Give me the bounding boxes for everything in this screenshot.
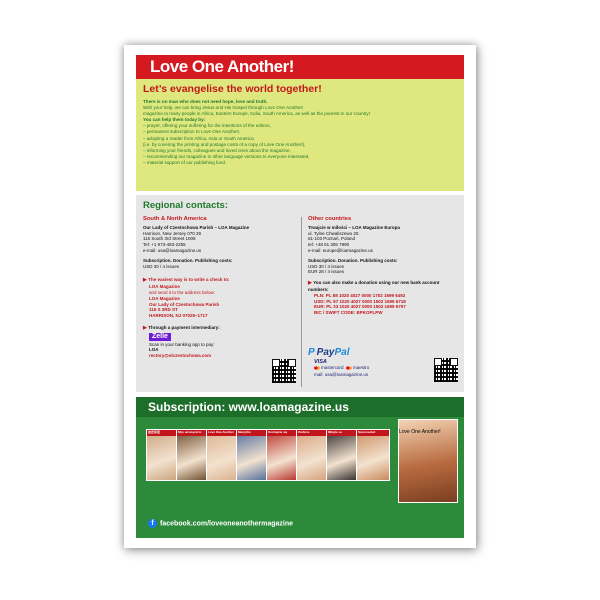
triangle-icon: ▶ bbox=[143, 277, 149, 284]
cost: USD 30 / 4 issues bbox=[308, 263, 345, 269]
facebook-icon: f bbox=[148, 519, 157, 528]
magazine-cover: Милуйте bbox=[236, 429, 270, 481]
mastercard-icon bbox=[314, 366, 320, 370]
org-name: Our Lady of Czestochowa Parish – LOA Magazine bbox=[143, 224, 250, 230]
check-line: HARRISON, NJ 07029–1717 bbox=[149, 313, 208, 319]
email: e-mail: europe@loamagazine.us bbox=[308, 247, 373, 253]
intro-text bbox=[143, 99, 459, 166]
header-banner bbox=[136, 55, 464, 79]
address-line: 115 South 3rd Street 1008 bbox=[143, 236, 196, 242]
address-line: Harrison, New Jersey 070 29 bbox=[143, 230, 202, 236]
intro-line: magazine to many people in Africa, Eastern Europe, India, South America, as well as the poorest in our country! bbox=[143, 111, 371, 117]
featured-magazine-cover: Love One Another! bbox=[398, 419, 458, 503]
maestro-label: maestro bbox=[353, 365, 370, 370]
zelle-line: LOA bbox=[149, 347, 159, 353]
magazine-cover: 彼此相爱 bbox=[146, 429, 180, 481]
magazine-cover: Szeressétek bbox=[356, 429, 390, 481]
intro-line: – adopting a reader from Africa, Asia or South America bbox=[143, 135, 254, 141]
magazine-cover: Любите bbox=[296, 429, 330, 481]
cost: EUR 28 / 4 issues bbox=[308, 269, 345, 275]
magazine-back-page bbox=[124, 45, 476, 548]
bank-account: EUR: PL 33 1020 4027 0000 1502 1699 6707 bbox=[314, 304, 406, 310]
zelle-qr-code[interactable] bbox=[272, 359, 296, 383]
bank-accounts bbox=[308, 293, 458, 316]
magazine-cover: Love One Another bbox=[206, 429, 240, 481]
intro-line: – informing your friends, colleagues and loved ones about the magazine, bbox=[143, 147, 291, 153]
magazine-cover: Milujte sa bbox=[326, 429, 360, 481]
region-title: Other countries bbox=[308, 216, 352, 222]
bic-code: BIC / SWIFT CODE: BPKOPLPW bbox=[314, 310, 383, 316]
check-intro: ▶ The easiest way is to write a check to: bbox=[143, 277, 230, 284]
intro-line: There is no man who does not need hope, love and truth. bbox=[143, 99, 268, 104]
zelle-email: rectory@olczestochowa.com bbox=[149, 353, 212, 359]
bank-intro: ▶ You can also make a donation using our new bank account numbers: bbox=[308, 280, 440, 292]
intro-line: – material support of our publishing fund. bbox=[143, 159, 227, 165]
maestro-icon bbox=[346, 366, 352, 370]
costs-label: Subscription. Donation. Publishing costs: bbox=[308, 257, 398, 263]
paypal-qr-code[interactable] bbox=[434, 358, 458, 382]
facebook-link[interactable]: f facebook.com/loveoneanothermagazine bbox=[148, 519, 293, 528]
zelle-line: Scan in your banking app to pay: bbox=[149, 341, 215, 347]
phone: Tel: +1 973-483-2255 bbox=[143, 242, 186, 248]
zelle-logo: Zelle bbox=[149, 333, 171, 341]
check-line: LOA Magazine bbox=[149, 295, 180, 301]
triangle-icon: ▶ bbox=[143, 324, 149, 331]
intro-line: – recommending our magazine in other language versions to everyone interested, bbox=[143, 153, 310, 159]
email: e-mail: usa@loamagazine.us bbox=[143, 247, 202, 253]
subscription-heading[interactable]: Subscription: www.loamagazine.us bbox=[148, 400, 349, 414]
check-line: and send it to the address below: bbox=[149, 289, 216, 295]
intro-line: – permanent subscription to Love One Another!, bbox=[143, 129, 241, 135]
contacts-americas bbox=[143, 217, 293, 359]
phone: tel: +48 61 306 7990 bbox=[308, 242, 350, 248]
paypal-logo: P PayPal bbox=[308, 347, 350, 358]
paypal-email: mail: usa@loamagazine.us bbox=[314, 372, 369, 377]
contacts-other-countries bbox=[308, 217, 458, 316]
magazine-covers bbox=[146, 423, 461, 511]
costs-label: Subscription. Donation. Publishing costs: bbox=[143, 257, 233, 263]
paypal-icon: P bbox=[308, 347, 315, 358]
intro-section bbox=[136, 79, 464, 191]
check-line: Our Lady of Czestochowa Parish bbox=[149, 301, 220, 307]
cost: USD 30 / 4 issues bbox=[143, 263, 180, 269]
intro-line: (i.e. by covering the printing and postage costs of a copy of Love One Another!), bbox=[143, 141, 306, 147]
card-logos bbox=[314, 359, 369, 377]
check-line: LOA Magazine bbox=[149, 284, 180, 290]
zelle-details bbox=[143, 342, 293, 359]
subscription-section bbox=[136, 397, 464, 538]
magazine-cover: Μην κατακρίνετε bbox=[176, 429, 210, 481]
visa-logo: VISA bbox=[314, 359, 327, 365]
subscription-bar bbox=[136, 397, 464, 417]
bank-account: PLN: PL 88 1020 4027 0000 1702 1699 6492 bbox=[314, 292, 406, 298]
mastercard-label: mastercard bbox=[321, 365, 344, 370]
org-name: Trwajcie w miłości – LOA Magazine Europa bbox=[308, 224, 400, 230]
zelle-intro: ▶ Through a payment intermediary: bbox=[143, 324, 220, 331]
intro-line: – prayer, offering your suffering for the intentions of the editors, bbox=[143, 123, 271, 129]
magazine-cover: Kochajcie się bbox=[266, 429, 300, 481]
intro-line: You can help them today by: bbox=[143, 117, 206, 123]
bank-account: USD: PL 97 1020 4027 0000 1502 1699 6718 bbox=[314, 298, 406, 304]
address-line: 61-103 Poznań, Poland bbox=[308, 236, 356, 242]
regional-heading: Regional contacts: bbox=[143, 200, 228, 211]
magazine-title: Love One Another! bbox=[150, 57, 294, 76]
check-details bbox=[143, 284, 293, 319]
check-line: 115 S 3RD ST bbox=[149, 307, 178, 313]
intro-heading: Let’s evangelise the world together! bbox=[143, 83, 322, 95]
triangle-icon: ▶ bbox=[308, 280, 314, 287]
intro-line: With your help, we can bring Jesus and His Gospel through Love One Another! bbox=[143, 105, 304, 111]
regional-contacts bbox=[136, 195, 464, 392]
address-line: ul. Tylne Chwaliszewo 25 bbox=[308, 230, 359, 236]
region-title: South & North America bbox=[143, 216, 207, 222]
column-divider bbox=[301, 217, 302, 387]
